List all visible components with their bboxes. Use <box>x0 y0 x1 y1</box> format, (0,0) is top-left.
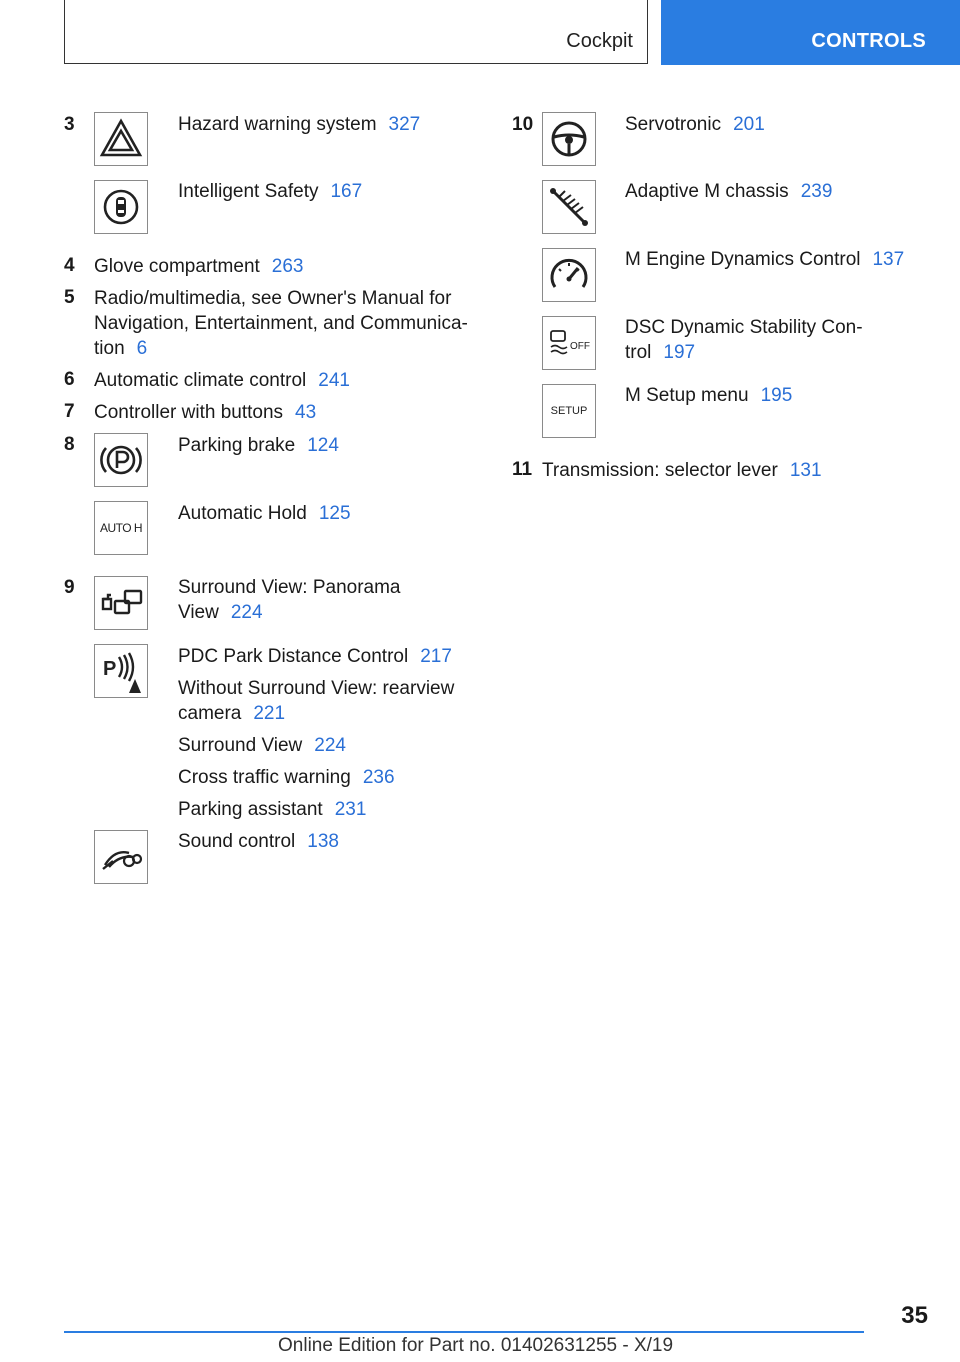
cross-traffic-page-link[interactable]: 236 <box>362 767 395 788</box>
footer-divider <box>64 1331 864 1333</box>
engine-dynamics-label: M Engine Dynamics Control <box>625 249 861 270</box>
setup-icon <box>542 384 596 438</box>
controller-page-link[interactable]: 43 <box>295 402 317 423</box>
surround-panorama-line-1: Surround View: Panorama <box>178 577 401 598</box>
item-number-9: 9 <box>64 577 75 598</box>
rearview-camera-line-1: Without Surround View: rearview <box>178 678 455 699</box>
transmission-page-link[interactable]: 131 <box>789 460 822 481</box>
sound-control-entry <box>178 829 339 854</box>
rearview-camera-entry <box>178 676 454 726</box>
auto-hold-label: Automatic Hold <box>178 503 307 524</box>
surround-view-page-link[interactable]: 224 <box>314 735 346 756</box>
surround-panorama-line-2: View <box>178 602 219 623</box>
setup-menu-entry <box>625 383 792 408</box>
surround-panorama-entry <box>178 575 401 625</box>
engine-dynamics-icon <box>542 248 596 302</box>
parking-assistant-page-link[interactable]: 231 <box>334 799 367 820</box>
servotronic-entry <box>625 112 765 137</box>
adaptive-chassis-entry <box>625 179 832 204</box>
surround-view-icon <box>94 576 148 630</box>
parking-assistant-label: Parking assistant <box>178 799 323 820</box>
item-number-3: 3 <box>64 114 75 135</box>
transmission-entry <box>542 458 822 483</box>
header-chapter-title: CONTROLS <box>811 30 926 52</box>
item-number-10: 10 <box>512 114 534 135</box>
page-number: 35 <box>901 1302 928 1329</box>
pdc-icon <box>94 644 148 698</box>
surround-panorama-page-link[interactable]: 224 <box>230 602 263 623</box>
controller-label: Controller with buttons <box>94 402 284 423</box>
climate-control-page-link[interactable]: 241 <box>318 370 350 391</box>
adaptive-chassis-label: Adaptive M chassis <box>625 181 789 202</box>
auto-hold-entry <box>178 501 351 526</box>
svg-text:P: P <box>103 658 117 680</box>
rearview-camera-page-link[interactable]: 221 <box>253 703 286 724</box>
intelligent-safety-entry <box>178 179 362 204</box>
intelligent-safety-label: Intelligent Safety <box>178 181 319 202</box>
climate-control-entry <box>94 368 350 393</box>
footer-edition-text: Online Edition for Part no. 01402631255 - X/19 <box>278 1335 674 1356</box>
item-number-7: 7 <box>64 401 75 422</box>
adaptive-chassis-page-link[interactable]: 239 <box>800 181 833 202</box>
controller-entry <box>94 400 316 425</box>
header-chapter-tab[interactable] <box>661 0 960 65</box>
auto-hold-page-link[interactable]: 125 <box>318 503 351 524</box>
hazard-warning-page-link[interactable]: 327 <box>388 114 421 135</box>
glove-compartment-entry <box>94 254 304 279</box>
hazard-warning-entry <box>178 112 420 137</box>
radio-multimedia-line-2: Navigation, Entertainment, and Communica- <box>94 313 468 334</box>
dsc-line-2: trol <box>625 342 652 363</box>
transmission-label: Transmission: selector lever <box>542 460 778 481</box>
shock-absorber-icon <box>542 180 596 234</box>
pdc-label: PDC Park Distance Control <box>178 646 409 667</box>
pdc-page-link[interactable]: 217 <box>420 646 452 667</box>
cross-traffic-entry <box>178 765 395 790</box>
hazard-warning-label: Hazard warning system <box>178 114 377 135</box>
radio-multimedia-page-link[interactable]: 6 <box>136 338 148 359</box>
parking-brake-label: Parking brake <box>178 435 296 456</box>
radio-multimedia-line-3: tion <box>94 338 125 359</box>
item-number-11: 11 <box>512 459 533 480</box>
climate-control-label: Automatic climate control <box>94 370 307 391</box>
item-number-4: 4 <box>64 255 75 276</box>
sound-control-icon <box>94 830 148 884</box>
setup-menu-page-link[interactable]: 195 <box>760 385 793 406</box>
parking-brake-icon <box>94 433 148 487</box>
radio-multimedia-line-1: Radio/multimedia, see Owner's Manual for <box>94 288 452 309</box>
radio-multimedia-entry <box>94 286 468 361</box>
setup-icon-text: SETUP <box>550 405 588 417</box>
engine-dynamics-page-link[interactable]: 137 <box>872 249 905 270</box>
intelligent-safety-page-link[interactable]: 167 <box>330 181 363 202</box>
sound-control-page-link[interactable]: 138 <box>307 831 339 852</box>
hazard-warning-icon <box>94 112 148 166</box>
steering-wheel-icon <box>542 112 596 166</box>
intelligent-safety-icon <box>94 180 148 234</box>
servotronic-label: Servotronic <box>625 114 722 135</box>
rearview-camera-line-2: camera <box>178 703 242 724</box>
item-number-8: 8 <box>64 434 75 455</box>
surround-view-entry <box>178 733 346 758</box>
dsc-off-icon-text: OFF <box>570 341 590 352</box>
servotronic-page-link[interactable]: 201 <box>733 114 765 135</box>
parking-brake-page-link[interactable]: 124 <box>307 435 339 456</box>
pdc-entry <box>178 644 452 669</box>
sound-control-label: Sound control <box>178 831 296 852</box>
auto-hold-icon-text: AUTO H <box>99 521 143 535</box>
dsc-page-link[interactable]: 197 <box>663 342 696 363</box>
header-section-box <box>64 0 648 64</box>
setup-menu-label: M Setup menu <box>625 385 749 406</box>
surround-view-label: Surround View <box>178 735 303 756</box>
dsc-off-icon <box>542 316 596 370</box>
dsc-entry <box>625 315 863 365</box>
dsc-line-1: DSC Dynamic Stability Con- <box>625 317 863 338</box>
cross-traffic-label: Cross traffic warning <box>178 767 351 788</box>
glove-compartment-label: Glove compartment <box>94 256 260 277</box>
item-number-5: 5 <box>64 287 75 308</box>
auto-hold-icon <box>94 501 148 555</box>
header-section-title: Cockpit <box>566 30 633 52</box>
parking-assistant-entry <box>178 797 366 822</box>
glove-compartment-page-link[interactable]: 263 <box>271 256 304 277</box>
parking-brake-entry <box>178 433 339 458</box>
engine-dynamics-entry <box>625 247 904 272</box>
item-number-6: 6 <box>64 369 75 390</box>
